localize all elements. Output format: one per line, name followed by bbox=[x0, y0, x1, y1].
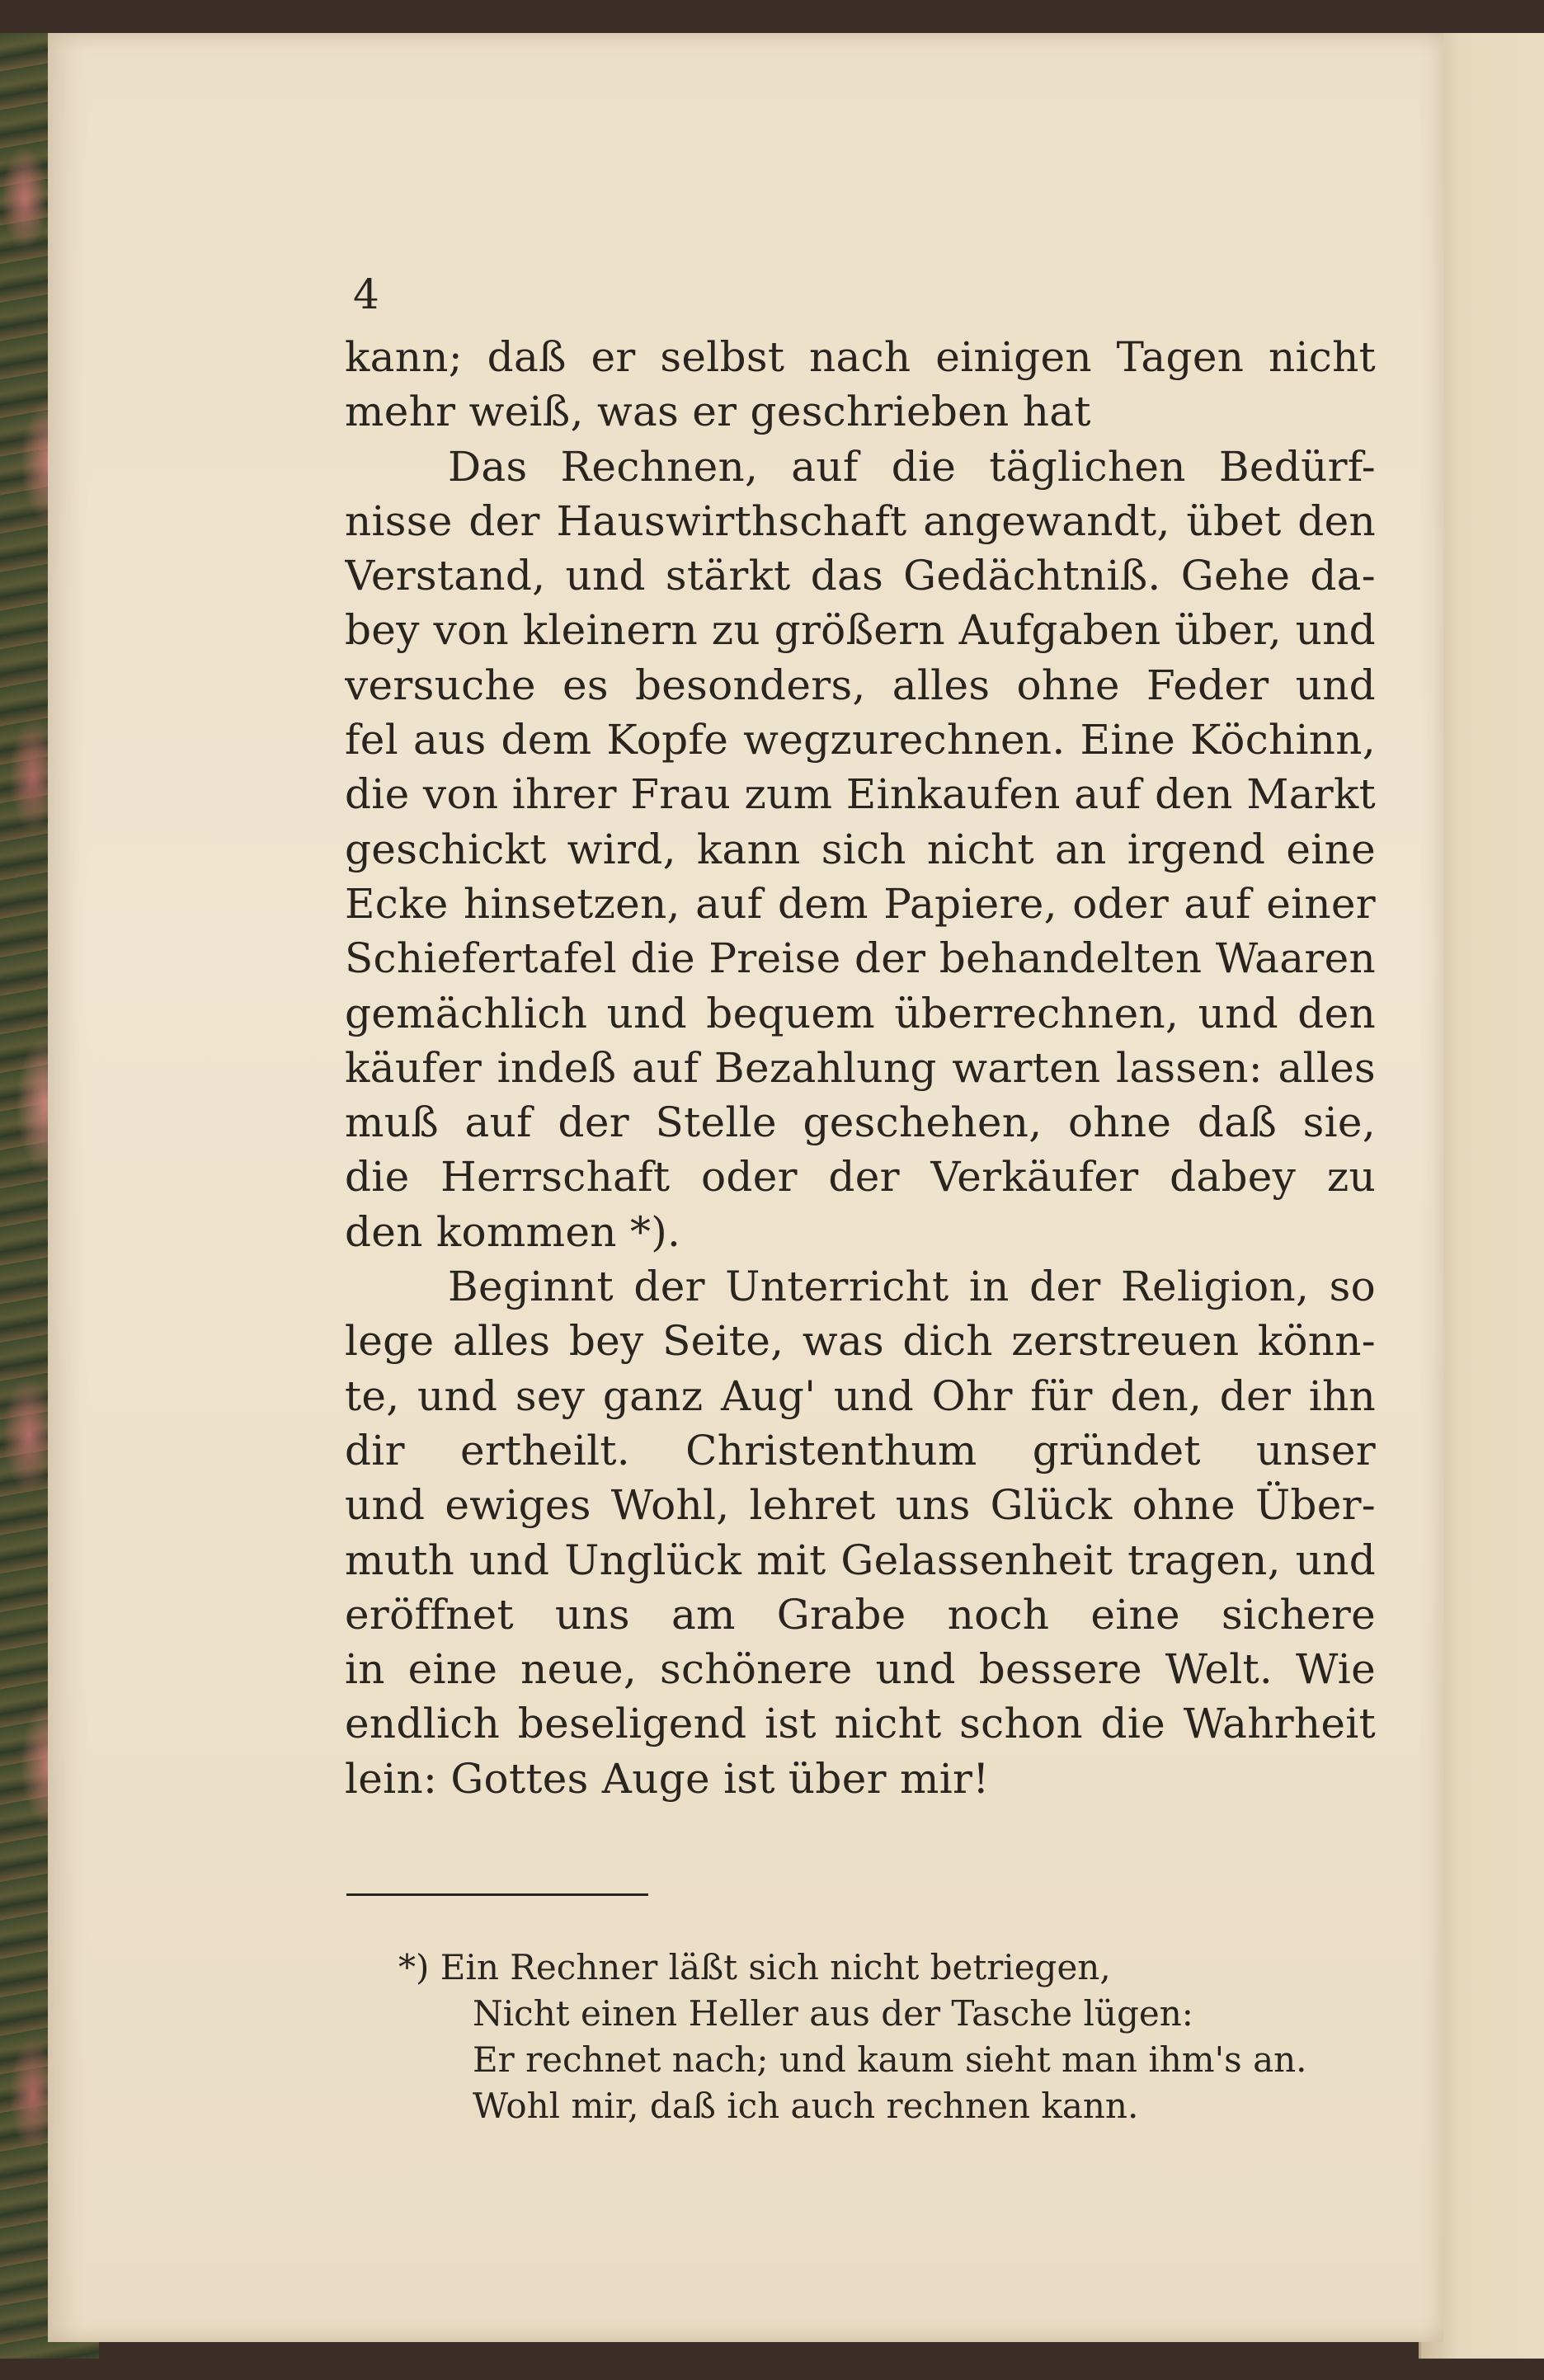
text-line: eröffnet uns am Grabe noch eine sichere bbox=[345, 1590, 1376, 1639]
footnote-line: Wohl mir, daß ich auch rechnen kann. bbox=[473, 2086, 1139, 2126]
text-line: muß auf der Stelle geschehen, ohne daß sie, bbox=[345, 1098, 1376, 1147]
text-line: dir ertheilt. Christenthum gründet unser bbox=[345, 1426, 1376, 1475]
text-line: die von ihrer Frau zum Einkaufen auf den Markt bbox=[345, 770, 1376, 819]
footnote-line: Er rechnet nach; und kaum sieht man ihm's an. bbox=[473, 2039, 1307, 2080]
footnote-marker: *) bbox=[398, 1947, 430, 1987]
text-line: endlich beseligend ist nicht schon die Wahrheit bbox=[345, 1700, 1376, 1748]
text-line: den kommen *). bbox=[345, 1207, 681, 1256]
body-text bbox=[345, 330, 1376, 1806]
text-line: in eine neue, schönere und bessere Welt. Wie bbox=[345, 1645, 1376, 1694]
text-line: Das Rechnen, auf die täglichen Bedürf- bbox=[448, 442, 1376, 491]
text-line: lege alles bey Seite, was dich zerstreuen könn- bbox=[345, 1317, 1376, 1366]
text-line: muth und Unglück mit Gelassenheit tragen, und bbox=[345, 1536, 1376, 1584]
text-line: und ewiges Wohl, lehret uns Glück ohne Über- bbox=[345, 1481, 1376, 1530]
text-line: kann; daß er selbst nach einigen Tagen nicht bbox=[345, 333, 1376, 381]
text-line: Beginnt der Unterricht in der Religion, so bbox=[448, 1263, 1376, 1311]
footnote-line: Ein Rechner läßt sich nicht betriegen, bbox=[440, 1947, 1111, 1987]
text-line: mehr weiß, was er geschrieben hat bbox=[345, 388, 1091, 436]
text-line: te, und sey ganz Aug' und Ohr für den, der ihn bbox=[345, 1371, 1376, 1420]
book-page bbox=[48, 33, 1443, 2342]
text-line: gemächlich und bequem überrechnen, und den bbox=[345, 989, 1376, 1037]
text-line: fel aus dem Kopfe wegzurechnen. Eine Köchinn, bbox=[345, 716, 1376, 764]
text-line: Verstand, und stärkt das Gedächtniß. Gehe da- bbox=[345, 552, 1376, 600]
text-line: käufer indeß auf Bezahlung warten lassen: alles bbox=[345, 1043, 1376, 1092]
text-line: Schiefertafel die Preise der behandelten Waaren bbox=[345, 934, 1376, 983]
text-line: geschickt wird, kann sich nicht an irgend eine bbox=[345, 825, 1376, 873]
text-line: die Herrschaft oder der Verkäufer dabey zu bbox=[345, 1153, 1376, 1202]
text-line: bey von kleinern zu größern Aufgaben über, und bbox=[345, 606, 1376, 655]
page-number: 4 bbox=[353, 270, 379, 318]
text-line: nisse der Hauswirthschaft angewandt, übet den bbox=[345, 496, 1376, 545]
footnote-line: Nicht einen Heller aus der Tasche lügen: bbox=[473, 1993, 1193, 2034]
footnote-rule bbox=[346, 1893, 648, 1896]
text-line: lein: Gottes Auge ist über mir! bbox=[345, 1754, 990, 1803]
text-line: Ecke hinsetzen, auf dem Papiere, oder auf einer bbox=[345, 879, 1376, 928]
text-line: versuche es besonders, alles ohne Feder und bbox=[345, 661, 1376, 709]
footnote bbox=[398, 1945, 1307, 2129]
